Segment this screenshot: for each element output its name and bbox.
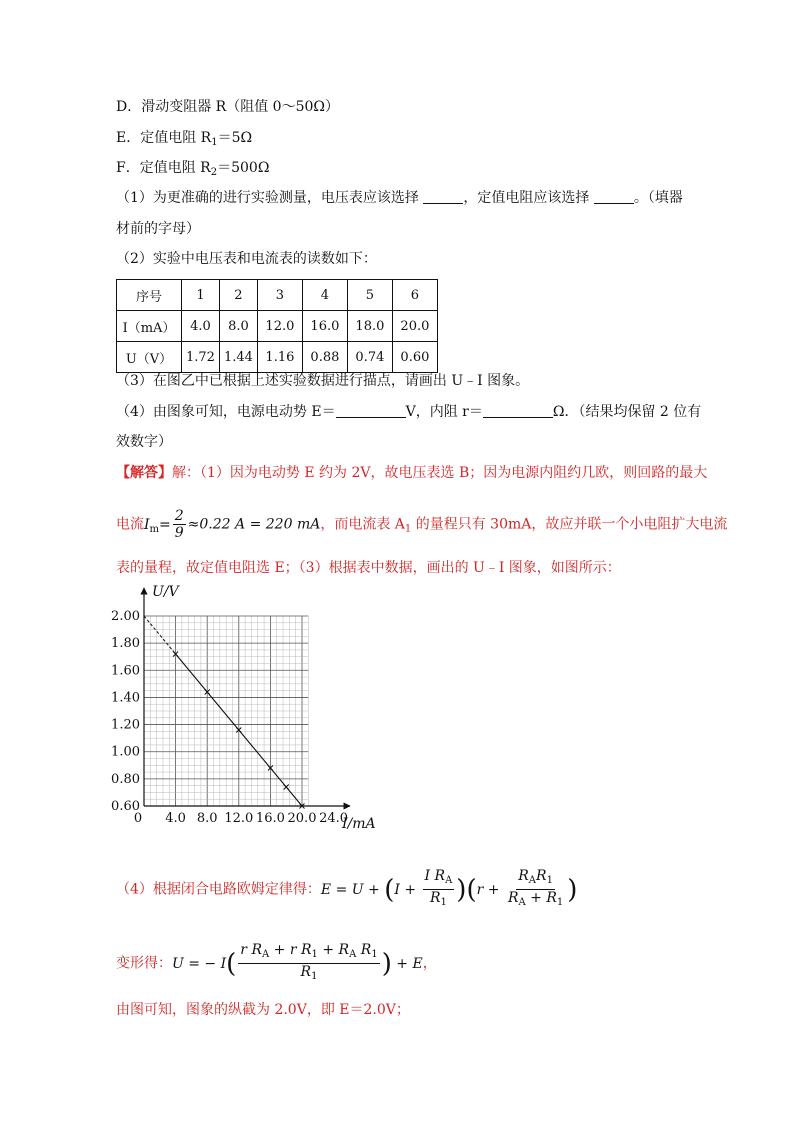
chart-labels xyxy=(111,584,376,832)
option-d: D．滑动变阻器 R（阻值 0～50Ω） xyxy=(116,99,339,115)
table-cell: 1.44 xyxy=(219,342,257,373)
transformed-formula: U = − I( $\frac{r R_A + r R_1 + R_A R_1}{R_1}$ ) + E xyxy=(172,942,423,982)
table-cell: 12.0 xyxy=(257,311,302,342)
y-tick-label: 0.80 xyxy=(111,771,140,787)
table-cell: 20.0 xyxy=(392,311,437,342)
chart-grid xyxy=(144,616,308,806)
table-row xyxy=(117,311,438,342)
table-cell: 8.0 xyxy=(219,311,257,342)
y-axis-label: U/V xyxy=(152,584,179,600)
answer-paragraph-5: 变形得：U = − I( $\frac{r R_A + r R_1 + R_A R_1}{R_1}$ ) + E， xyxy=(116,942,437,982)
table-cell: 4.0 xyxy=(182,311,220,342)
question-3: （3）在图乙中已根据上述实验数据进行描点，请画出 U﹣I 图象。 xyxy=(116,373,530,389)
table-cell: 16.0 xyxy=(302,311,347,342)
y-tick-label: 1.40 xyxy=(111,690,140,706)
x-tick-label: 24.0 xyxy=(319,811,349,826)
table-cell: 1.72 xyxy=(182,342,220,373)
table-cell: 1.16 xyxy=(257,342,302,373)
answer-paragraph-4: （4）根据闭合电路欧姆定律得：E = U + (I + $\frac{I R_A}{R_1}$ )(r + $\frac{R_AR_1}{R_A + R_1}$ ) xyxy=(116,868,578,908)
question-4: （4）由图象可知，电源电动势 E＝ V，内阻 r＝ Ω．（结果均保留 2 位有 xyxy=(116,404,702,420)
question-1: （1）为更准确的进行实验测量，电压表应该选择 ，定值电阻应该选择 。（填器 xyxy=(116,190,683,206)
table-cell: 3 xyxy=(257,280,302,311)
y-tick-label: 0.60 xyxy=(111,799,140,814)
table-cell: I（mA） xyxy=(117,311,182,342)
table-cell: 2 xyxy=(219,280,257,311)
x-tick-label: 12.0 xyxy=(224,811,254,826)
answer-paragraph-2: 电流$I_m=$ $\frac{2}{9}$ ≈0.22 A = 220 mA，而电流表 $A_1$ 的量程只有 30mA，故应并联一个小电阻扩大电流 xyxy=(116,508,728,541)
table-cell: 6 xyxy=(392,280,437,311)
answer-blank xyxy=(483,403,553,418)
ohm-law-formula: E = U + (I + $\frac{I R_A}{R_1}$ )(r + $\frac{R_AR_1}{R_A + R_1}$ ) xyxy=(320,868,578,908)
u-i-chart xyxy=(106,580,376,832)
x-tick-label: 0 xyxy=(133,811,143,826)
answer-blank xyxy=(594,189,634,204)
answer-paragraph-6: 由图可知，图象的纵截为 2.0V，即 E＝2.0V； xyxy=(116,1002,410,1018)
table-cell: 0.88 xyxy=(302,342,347,373)
table-cell: 序号 xyxy=(117,280,182,311)
answer-blank xyxy=(336,403,406,418)
y-tick-label: 2.00 xyxy=(111,609,140,624)
y-tick-label: 1.00 xyxy=(111,744,140,760)
x-tick-label: 8.0 xyxy=(196,811,218,826)
table-row xyxy=(117,280,438,311)
table-cell: 1 xyxy=(182,280,220,311)
x-tick-label: 4.0 xyxy=(165,811,186,826)
data-table xyxy=(116,279,438,373)
table-cell: 18.0 xyxy=(347,311,392,342)
data-point xyxy=(284,785,289,790)
option-e: E．定值电阻 $R_1=5\Omega$ xyxy=(116,130,253,148)
y-tick-label: 1.60 xyxy=(111,663,140,679)
x-tick-label: 16.0 xyxy=(255,811,285,826)
chart-axes xyxy=(144,588,350,806)
fit-line-extrapolated xyxy=(144,616,176,654)
y-tick-label: 1.80 xyxy=(111,636,140,652)
y-tick-label: 1.20 xyxy=(111,717,140,733)
x-axis-label: I/mA xyxy=(342,816,376,832)
answer-paragraph-1: 【解答】解：（1）因为电动势 E 约为 2V，故电压表选 B；因为电源内阻约几欧，则回路的最大 xyxy=(116,465,708,481)
question-4-cont: 效数字） xyxy=(116,434,172,450)
question-2: （2）实验中电压表和电流表的读数如下： xyxy=(116,251,377,267)
table-row xyxy=(117,342,438,373)
table-cell: 5 xyxy=(347,280,392,311)
table-cell: 0.74 xyxy=(347,342,392,373)
table-cell: 0.60 xyxy=(392,342,437,373)
x-tick-label: 20.0 xyxy=(287,811,317,826)
chart-marks xyxy=(144,616,305,809)
question-1-cont: 材前的字母） xyxy=(116,221,200,237)
table-cell: 4 xyxy=(302,280,347,311)
option-f: F．定值电阻 $R_2=500\Omega$ xyxy=(116,160,270,178)
table-cell: U（V） xyxy=(117,342,182,373)
answer-paragraph-3: 表的量程，故定值电阻选 E；（3）根据表中数据，画出的 U﹣I 图象，如图所示： xyxy=(116,560,621,576)
answer-blank xyxy=(423,189,463,204)
